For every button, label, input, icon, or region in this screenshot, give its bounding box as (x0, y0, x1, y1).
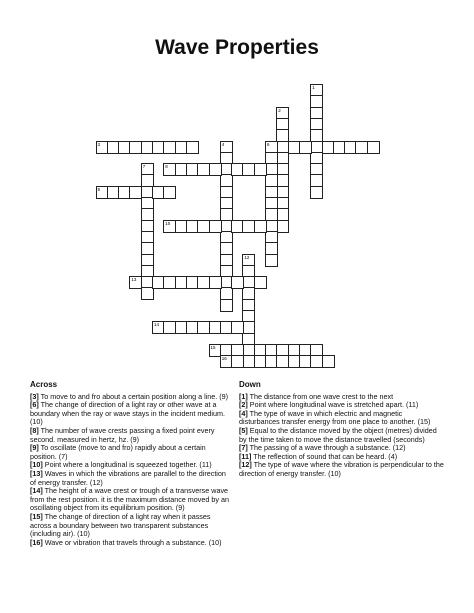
clue-number: [10] (30, 460, 43, 470)
clue-item (239, 410, 444, 427)
clue-number: [11] (239, 451, 252, 461)
clue-text: The change of direction of a light ray when it passes across a boundary between two transparent substances (including air). (10) (30, 511, 211, 539)
cell-number: 7 (142, 164, 146, 170)
down-clue-list (239, 393, 444, 479)
clue-text: Waves in which the vibrations are parallel to the direction of energy transfer. (12) (30, 468, 226, 487)
grid-cell[interactable] (299, 141, 312, 154)
grid-cell[interactable] (163, 186, 176, 199)
across-clues (30, 381, 232, 547)
cell-number: 16 (221, 356, 227, 362)
grid-cell[interactable] (310, 186, 323, 199)
clue-item (30, 427, 232, 444)
across-heading: Across (30, 380, 58, 389)
clue-text: To oscillate (move to and fro) rapidly about a certain position. (7) (30, 443, 206, 461)
clue-item (30, 470, 232, 487)
clue-number: [8] (30, 425, 39, 435)
cell-number: 2 (278, 107, 281, 113)
grid-cell[interactable] (322, 355, 335, 368)
cell-number: 6 (267, 141, 270, 147)
grid-cell[interactable] (265, 254, 278, 267)
across-clue-list (30, 393, 232, 548)
clue-text: Point where longitudinal wave is stretched apart. (11) (247, 400, 419, 410)
grid-cell[interactable] (276, 220, 289, 233)
grid-cell[interactable] (254, 276, 267, 289)
down-clues (239, 381, 444, 479)
clue-text: The number of wave crests passing a fixed point every second. measured in hertz, hz. (9) (30, 425, 215, 444)
clue-item (30, 487, 232, 513)
grid-cell[interactable] (367, 141, 380, 154)
clue-text: The height of a wave crest or trough of a transverse wave from the rest position. it is the maximum distance moved by an oscillating object from its equilibrium position. (9) (30, 486, 229, 513)
clue-text: The change of direction of a light ray or other wave at a boundary when the ray or wave stays in the incident medium. (10) (30, 400, 225, 427)
down-heading: Down (239, 380, 261, 389)
clue-item (30, 444, 232, 461)
clue-text: To move to and fro about a certain position along a line. (9) (38, 391, 229, 401)
grid-cell[interactable] (231, 276, 244, 289)
clue-text: The passing of a wave through a substance. (12) (247, 443, 406, 453)
cell-number: 15 (210, 344, 216, 350)
clue-number: [3] (30, 391, 39, 401)
cell-number: 14 (154, 322, 160, 328)
clue-number: [9] (30, 443, 39, 453)
clue-text: The distance from one wave crest to the next (247, 391, 394, 401)
clue-number: [4] (239, 408, 248, 418)
grid-cell[interactable] (209, 163, 222, 176)
grid-cell[interactable] (231, 321, 244, 334)
clue-number: [14] (30, 486, 43, 496)
grid-cell[interactable] (254, 220, 267, 233)
clue-item (30, 401, 232, 427)
grid-cell[interactable] (231, 355, 244, 368)
clue-number: [13] (30, 468, 43, 478)
clue-number: [1] (239, 391, 248, 401)
cell-number: 12 (244, 254, 250, 260)
clue-number: [7] (239, 443, 248, 453)
clue-item (30, 513, 232, 539)
cell-number: 1 (312, 85, 315, 90)
cell-number: 9 (97, 186, 101, 192)
clue-number: [15] (30, 511, 43, 521)
cell-number: 3 (97, 141, 101, 147)
cell-number: 13 (131, 277, 137, 283)
grid-cell[interactable] (186, 141, 199, 154)
grid-cell[interactable] (129, 186, 142, 199)
grid-cell[interactable] (220, 299, 233, 312)
cell-number: 4 (221, 141, 225, 147)
clue-number: [6] (30, 400, 39, 410)
clue-number: [16] (30, 537, 43, 547)
grid-cell[interactable] (209, 276, 222, 289)
grid-cell[interactable] (141, 287, 154, 300)
clue-item (239, 461, 444, 478)
cell-number: 8 (165, 164, 168, 170)
cell-number: 10 (165, 220, 171, 226)
grid-cell[interactable] (209, 220, 222, 233)
clue-text: The type of wave in which electric and magnetic disturbances transfer energy from one place to another. (15) (239, 408, 431, 427)
clue-item (239, 427, 444, 444)
clue-text: Wave or vibration that travels through a substance. (10) (42, 537, 222, 547)
clue-number: [5] (239, 425, 248, 435)
clue-number: [12] (239, 460, 252, 470)
clue-number: [2] (239, 400, 248, 410)
clue-item (30, 539, 232, 548)
grid-cell[interactable] (254, 163, 267, 176)
clue-text: Point where a longitudinal is squeezed together. (11) (42, 460, 212, 470)
clue-text: The reflection of sound that can be heard. (4) (251, 451, 398, 461)
clue-text: The type of wave where the vibration is perpendicular to the direction of energy transfer. (10) (239, 460, 444, 478)
grid-cell[interactable] (129, 276, 142, 289)
page-title: Wave Properties (155, 36, 319, 59)
clue-text: Equal to the distance moved by the object (metres) divided by the time taken to move the distance travelled (seconds) (239, 425, 437, 444)
